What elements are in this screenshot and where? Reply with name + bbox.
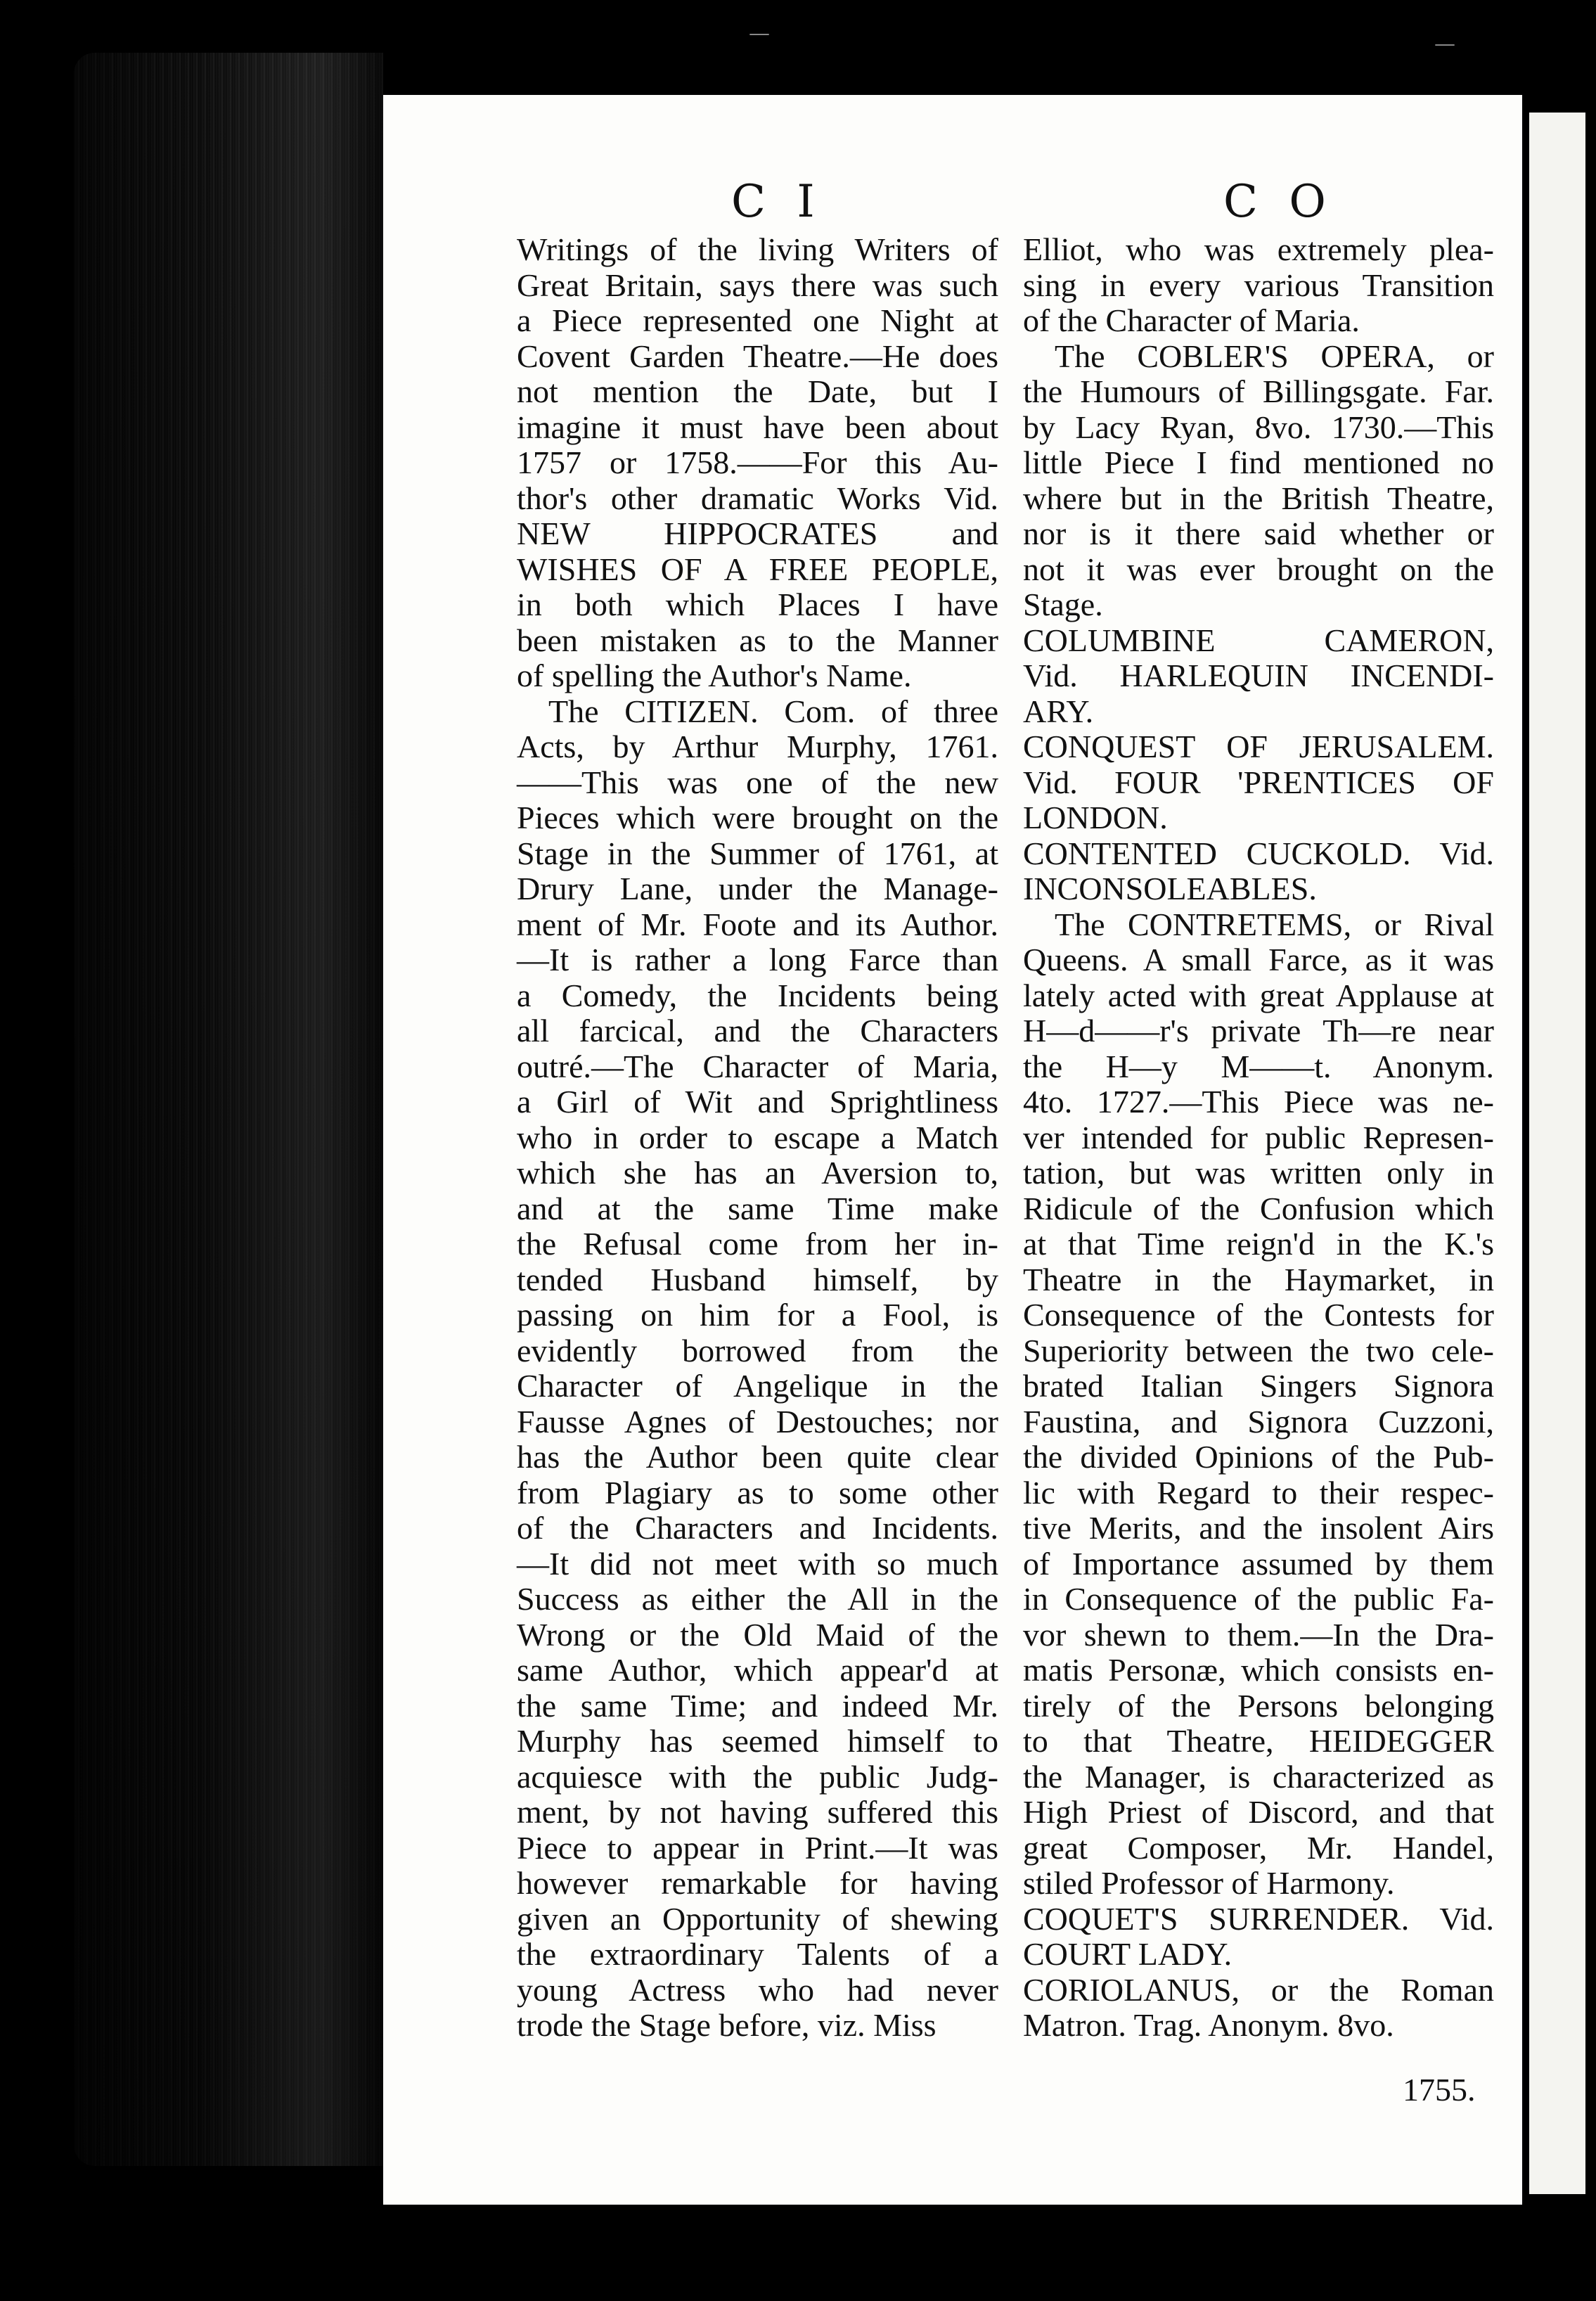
text-line: COQUET'S SURRENDER. Vid. (1023, 1900, 1494, 1937)
text-line: of the Character of Maria. (1023, 302, 1360, 338)
text-line: —It is rather a long Farce than (517, 942, 998, 978)
text-line: tive Merits, and the insolent Airs (1023, 1510, 1494, 1546)
text-line: a Comedy, the Incidents being (517, 977, 998, 1013)
text-line: Piece to appear in Print.—It was (517, 1829, 998, 1866)
text-line: nor is it there said whether or (1023, 515, 1494, 551)
text-line: great Composer, Mr. Handel, (1023, 1829, 1494, 1866)
text-line: Murphy has seemed himself to (517, 1723, 998, 1759)
text-line: given an Opportunity of shewing (517, 1900, 998, 1937)
text-line: all farcical, and the Characters (517, 1013, 998, 1049)
text-line: ARY. (1023, 693, 1094, 729)
text-line: Elliot, who was extremely plea- (1023, 231, 1494, 267)
text-line: by Lacy Ryan, 8vo. 1730.—This (1023, 409, 1494, 445)
scan-mark: — (749, 21, 770, 46)
text-line: Stage. (1023, 587, 1103, 622)
adjacent-page-edge (1529, 113, 1585, 2194)
text-line: Queens. A small Farce, as it was (1023, 942, 1494, 978)
text-line: where but in the British Theatre, (1023, 480, 1494, 516)
text-line: NEW HIPPOCRATES and (517, 515, 998, 551)
text-line: Theatre in the Haymarket, in (1023, 1261, 1494, 1297)
text-line: same Author, which appear'd at (517, 1652, 998, 1688)
text-line: lately acted with great Applause at (1023, 977, 1494, 1013)
text-line: Vid. HARLEQUIN INCENDI- (1023, 658, 1494, 693)
text-line: Character of Angelique in the (517, 1368, 998, 1404)
text-line: —It did not meet with so much (517, 1545, 998, 1582)
text-line: of spelling the Author's Name. (517, 658, 912, 693)
text-line: from Plagiary as to some other (517, 1474, 998, 1511)
catchword: 1755. (1403, 2072, 1476, 2108)
left-column (517, 232, 998, 2044)
text-line: 4to. 1727.—This Piece was ne- (1023, 1084, 1494, 1120)
text-line: Writings of the living Writers of (517, 231, 998, 267)
text-line: Matron. Trag. Anonym. 8vo. (1023, 2007, 1394, 2043)
scan-mark: — (1434, 32, 1455, 56)
text-line: The CONTRETEMS, or Rival (1055, 906, 1494, 942)
text-line: Faustina, and Signora Cuzzoni, (1023, 1403, 1494, 1440)
text-line: not it was ever brought on the (1023, 551, 1494, 587)
text-line: and at the same Time make (517, 1190, 998, 1226)
text-line: Pieces which were brought on the (517, 800, 998, 835)
text-line: INCONSOLEABLES. (1023, 871, 1317, 906)
text-line: in both which Places I have (517, 587, 998, 622)
text-line: ver intended for public Represen- (1023, 1119, 1494, 1155)
text-line: stiled Professor of Harmony. (1023, 1865, 1395, 1901)
page-edge-shadow (74, 53, 383, 2166)
text-line: COURT LADY. (1023, 1936, 1233, 1972)
text-line: CONQUEST OF JERUSALEM. (1023, 729, 1494, 764)
text-line: passing on him for a Fool, is (517, 1297, 998, 1333)
text-line: not mention the Date, but I (517, 373, 998, 409)
text-line: Wrong or the Old Maid of the (517, 1616, 998, 1653)
text-line: Fausse Agnes of Destouches; nor (517, 1403, 998, 1440)
text-line: COLUMBINE CAMERON, (1023, 622, 1494, 658)
text-line: a Girl of Wit and Sprightliness (517, 1084, 998, 1120)
text-line: 1757 or 1758.——For this Au- (517, 444, 998, 480)
text-line: Success as either the All in the (517, 1581, 998, 1617)
text-line: tended Husband himself, by (517, 1261, 998, 1297)
text-line: WISHES OF A FREE PEOPLE, (517, 551, 998, 587)
text-line: in Consequence of the public Fa- (1023, 1581, 1494, 1617)
text-line: outré.—The Character of Maria, (517, 1048, 998, 1084)
text-line: a Piece represented one Night at (517, 302, 998, 338)
text-line: little Piece I find mentioned no (1023, 444, 1494, 480)
text-line: which she has an Aversion to, (517, 1155, 998, 1191)
text-line: been mistaken as to the Manner (517, 622, 998, 658)
running-header-right: C O (1223, 176, 1334, 228)
text-line: has the Author been quite clear (517, 1439, 998, 1475)
text-line: to that Theatre, HEIDEGGER (1023, 1723, 1494, 1759)
text-line: Great Britain, says there was such (517, 267, 998, 303)
text-line: Acts, by Arthur Murphy, 1761. (517, 729, 998, 764)
text-line: the Manager, is characterized as (1023, 1758, 1494, 1795)
text-line: the same Time; and indeed Mr. (517, 1687, 998, 1724)
text-line: of the Characters and Incidents. (517, 1510, 998, 1546)
text-line: ment of Mr. Foote and its Author. (517, 906, 998, 942)
text-line: tation, but was written only in (1023, 1155, 1494, 1191)
running-header-left: C I (731, 176, 823, 228)
text-line: Ridicule of the Confusion which (1023, 1190, 1494, 1226)
text-line: High Priest of Discord, and that (1023, 1794, 1494, 1830)
text-line: who in order to escape a Match (517, 1119, 998, 1155)
text-line: imagine it must have been about (517, 409, 998, 445)
text-line: Vid. FOUR 'PRENTICES OF (1023, 764, 1494, 800)
text-line: the Refusal come from her in- (517, 1226, 998, 1262)
text-line: ment, by not having suffered this (517, 1794, 998, 1830)
text-line: the H—y M——t. Anonym. (1023, 1048, 1494, 1084)
text-line: The COBLER'S OPERA, or (1055, 338, 1494, 374)
text-line: vor shewn to them.—In the Dra- (1023, 1616, 1494, 1653)
text-line: Stage in the Summer of 1761, at (517, 835, 998, 871)
text-line: brated Italian Singers Signora (1023, 1368, 1494, 1404)
text-line: trode the Stage before, viz. Miss (517, 2007, 937, 2043)
text-line: CONTENTED CUCKOLD. Vid. (1023, 835, 1494, 871)
text-line: Covent Garden Theatre.—He does (517, 338, 998, 374)
text-line: Consequence of the Contests for (1023, 1297, 1494, 1333)
text-line: at that Time reign'd in the K.'s (1023, 1226, 1494, 1262)
text-line: The CITIZEN. Com. of three (548, 693, 998, 729)
text-line: LONDON. (1023, 800, 1168, 835)
right-column (1023, 232, 1494, 2044)
text-line: Drury Lane, under the Manage- (517, 871, 998, 906)
text-line: sing in every various Transition (1023, 267, 1494, 303)
text-line: tirely of the Persons belonging (1023, 1687, 1494, 1724)
text-line: the divided Opinions of the Pub- (1023, 1439, 1494, 1475)
text-line: matis Personæ, which consists en- (1023, 1652, 1494, 1688)
text-line: thor's other dramatic Works Vid. (517, 480, 998, 516)
text-line: lic with Regard to their respec- (1023, 1474, 1494, 1511)
text-line: H—d——r's private Th—re near (1023, 1013, 1494, 1049)
text-line: however remarkable for having (517, 1865, 998, 1901)
text-line: Superiority between the two cele- (1023, 1332, 1494, 1369)
text-line: ——This was one of the new (517, 764, 998, 800)
text-line: acquiesce with the public Judg- (517, 1758, 998, 1795)
text-line: CORIOLANUS, or the Roman (1023, 1971, 1494, 2008)
text-line: evidently borrowed from the (517, 1332, 998, 1369)
text-line: the Humours of Billingsgate. Far. (1023, 373, 1494, 409)
text-line: young Actress who had never (517, 1971, 998, 2008)
text-line: of Importance assumed by them (1023, 1545, 1494, 1582)
text-line: the extraordinary Talents of a (517, 1936, 998, 1972)
